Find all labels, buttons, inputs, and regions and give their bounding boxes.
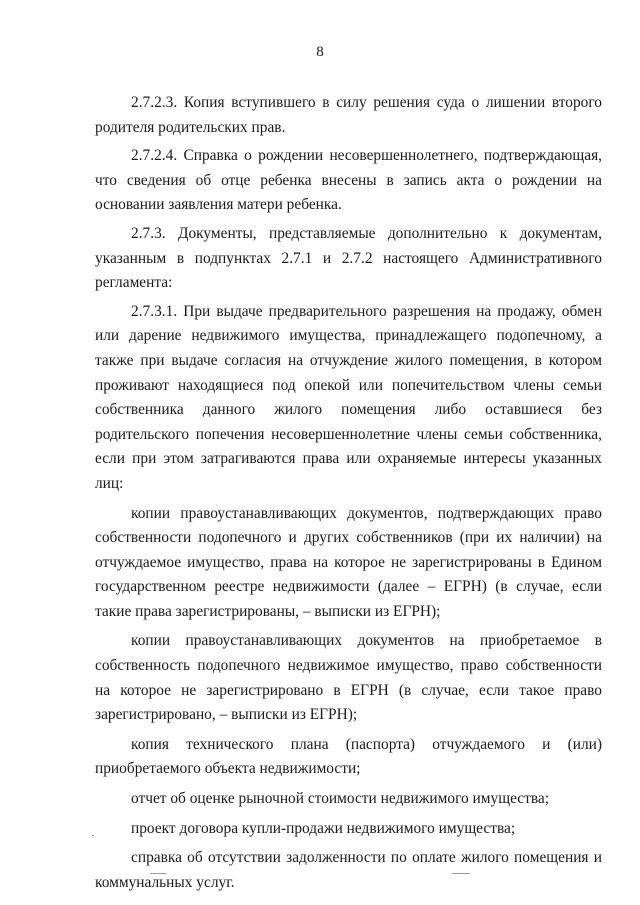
paragraph-2-7-3-1: 2.7.3.1. При выдаче предварительного разрешения на продажу, обмен или дарение недвижимого имущества, принадлежащего подопечному, а также при выдаче согласия на отчуждение жилого помещения, в котором проживают находящиеся под опекой или попечительством члены семьи собственника данного жилого помещения либо оставшиеся без родительского попечения несовершеннолетние члены семьи собственника, если при этом затрагиваются права или охраняемые интересы указанных лиц:: [95, 302, 602, 492]
scan-speck: [92, 835, 94, 836]
document-body: [95, 91, 602, 895]
paragraph-2-7-2-4: 2.7.2.4. Справка о рождении несовершеннолетнего, подтверждающая, что сведения об отце ребенка внесены в запись акта о рождении на основании заявления матери ребенка.: [95, 147, 602, 214]
list-item-valuation-report: отчет об оценке рыночной стоимости недвижимого имущества;: [131, 790, 550, 808]
page-number: 8: [316, 44, 324, 60]
scan-speck: [452, 873, 470, 874]
list-item-ownership-documents: копии правоустанавливающих документов, подтверждающих право собственности подопечного и других собственников (при их наличии) на отчуждаемое имущество, права на которое не зарегистрированы в Едином государственном реестре недвижимости (далее – ЕГРН) (в случае, если такие права зарегистрированы, – выписки из ЕГРН);: [95, 504, 602, 620]
list-item-acquired-property-documents: копии правоустанавливающих документов на приобретаемое в собственность подопечного недвижимое имущество, право собственности на которое не зарегистрировано в ЕГРН (в случае, если такое право зарегистрировано, – выписки из ЕГРН);: [95, 632, 602, 724]
paragraph-2-7-2-3: 2.7.2.3. Копия вступившего в силу решения суда о лишении второго родителя родительских прав.: [95, 94, 602, 136]
list-item-technical-plan: копия технического плана (паспорта) отчуждаемого и (или) приобретаемого объекта недвижимости;: [95, 735, 602, 778]
list-item-sale-contract-draft: проект договора купли-продажи недвижимого имущества;: [131, 819, 516, 837]
list-item-no-debt-certificate: справка об отсутствии задолженности по оплате жилого помещения и коммунальных услуг.: [95, 849, 602, 891]
paragraph-2-7-3: 2.7.3. Документы, представляемые дополнительно к документам, указанным в подпунктах 2.7.1 и 2.7.2 настоящего Административного регламента:: [95, 224, 602, 292]
scan-speck: [150, 873, 166, 874]
